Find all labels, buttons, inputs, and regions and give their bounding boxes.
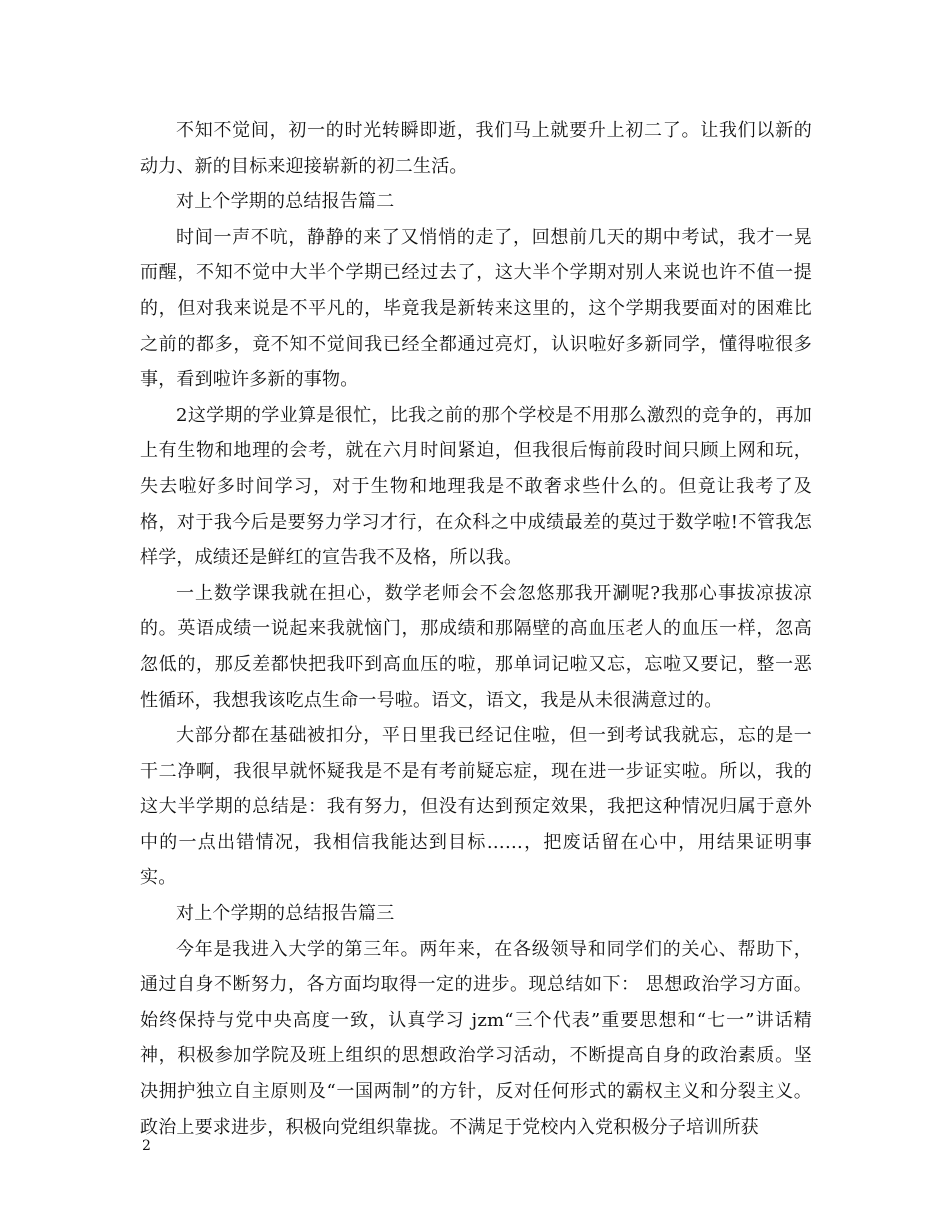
paragraph-2: 时间一声不吭，静静的来了又悄悄的走了，回想前几天的期中考试，我才一晃而醒，不知不觉中大半个学期已经过去了，这大半个学期对别人来说也许不值一提的，但对我来说是不平凡的，毕竟我是新转来这里的，这个学期我要面对的困难比之前的都多，竟不知不觉间我已经全都通过亮灯，认识啦好多新同学，懂得啦很多事，看到啦许多新的事物。 — [140, 226, 812, 391]
paragraph-1: 不知不觉间，初一的时光转瞬即逝，我们马上就要升上初二了。让我们以新的动力、新的目标来迎接崭新的初二生活。 — [140, 120, 812, 177]
page-number: 2 — [142, 1138, 151, 1154]
paragraph-6: 今年是我进入大学的第三年。两年来，在各级领导和同学们的关心、帮助下，通过自身不断努力，各方面均取得一定的进步。现总结如下： 思想政治学习方面。始终保持与党中央高度一致，认真学习 jzm“三个代表”重要思想和“七一”讲话精神，积极参加学院及班上组织的思想政治学习活动，不断提高自身的政治素质。坚决拥护独立自主原则及“一国两制”的方针，反对任何形式的霸权主义和分裂主义。政治上要求进步，积极向党组织靠拢。不满足于党校内入党积极分子培训所获 — [140, 938, 812, 1138]
paragraph-5: 大部分都在基础被扣分，平日里我已经记住啦，但一到考试我就忘，忘的是一干二净啊，我很早就怀疑我是不是有考前疑忘症，现在进一步证实啦。所以，我的这大半学期的总结是：我有努力，但没有达到预定效果，我把这种情况归属于意外中的一点出错情况，我相信我能达到目标……，把废话留在心中，用结果证明事实。 — [140, 725, 812, 889]
paragraph-3: 2这学期的学业算是很忙，比我之前的那个学校是不用那么激烈的竞争的，再加上有生物和地理的会考，就在六月时间紧迫，但我很后悔前段时间只顾上网和玩，失去啦好多时间学习，对于生物和地理我是不敢奢求些什么的。但竟让我考了及格，对于我今后是要努力学习才行，在众科之中成绩最差的莫过于数学啦!不管我怎样学，成绩还是鲜红的宣告我不及格，所以我。 — [140, 404, 812, 569]
section-heading-3: 对上个学期的总结报告篇三 — [176, 903, 395, 925]
paragraph-4: 一上数学课我就在担心，数学老师会不会忽悠那我开涮呢?我那心事拔凉拔凉的。英语成绩一说起来我就恼门，那成绩和那隔壁的高血压老人的血压一样，忽高忽低的，那反差都快把我吓到高血压的啦，那单词记啦又忘，忘啦又要记，整一恶性循环，我想我该吃点生命一号啦。语文，语文，我是从未很满意过的。 — [140, 582, 812, 711]
document-body — [140, 113, 812, 1145]
section-heading-2: 对上个学期的总结报告篇二 — [176, 191, 395, 213]
